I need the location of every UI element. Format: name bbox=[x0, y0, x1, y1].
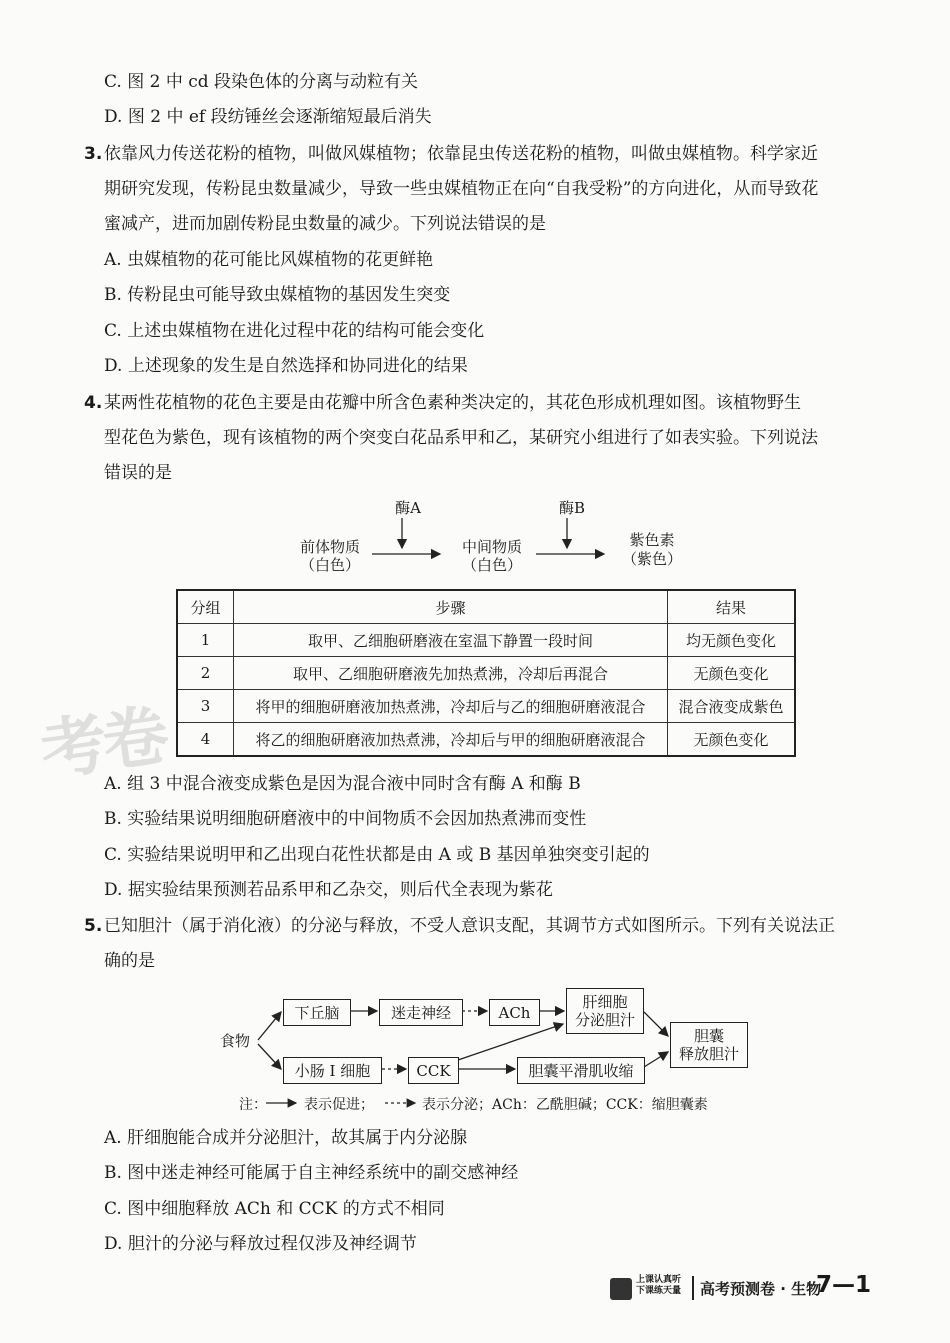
watermark: 考卷 bbox=[35, 695, 170, 791]
slogan-line-2: 下课练天量 bbox=[636, 1286, 682, 1296]
vagus-nerve-box bbox=[379, 999, 463, 1026]
intestine-cell-label: 小肠 I 细胞 bbox=[294, 1061, 371, 1080]
q4-stem-line-2: 型花色为紫色，现有该植物的两个突变白花品系甲和乙，某研究小组进行了如表实验。下列说法 bbox=[104, 428, 818, 448]
header-steps: 步骤 bbox=[234, 590, 668, 624]
q5-option-d: D. 胆汁的分泌与释放过程仅涉及神经调节 bbox=[104, 1234, 417, 1254]
arrow-cck-to-liver bbox=[458, 1024, 563, 1060]
legend-prefix: 注： bbox=[239, 1097, 267, 1113]
cell-group: 1 bbox=[177, 624, 234, 657]
q3-option-c: C. 上述虫媒植物在进化过程中花的结构可能会变化 bbox=[104, 321, 485, 341]
legend-secrete-text: 表示分泌；ACh：乙酰胆碱；CCK：缩胆囊素 bbox=[422, 1097, 708, 1113]
slogan-line-1: 上课认真听 bbox=[636, 1275, 682, 1285]
intermediate-color: （白色） bbox=[461, 556, 522, 574]
cell-group: 2 bbox=[177, 657, 234, 690]
q4-option-c: C. 实验结果说明甲和乙出现白花性状都是由 A 或 B 基因单独突变引起的 bbox=[104, 845, 650, 865]
footer bbox=[610, 1270, 872, 1310]
intermediate-name: 中间物质 bbox=[461, 538, 522, 556]
cck-box bbox=[408, 1057, 459, 1084]
cell-group: 4 bbox=[177, 723, 234, 757]
footer-title: 高考预测卷 · 生物 bbox=[700, 1280, 822, 1298]
q3-option-a: A. 虫媒植物的花可能比风媒植物的花更鲜艳 bbox=[104, 250, 434, 270]
food-label: 食物 bbox=[220, 1032, 251, 1050]
arrow-smooth-muscle-to-gallbladder bbox=[644, 1052, 668, 1067]
q3-option-d: D. 上述现象的发生是自然选择和协同进化的结果 bbox=[104, 356, 468, 376]
q4-option-b: B. 实验结果说明细胞研磨液中的中间物质不会因加热煮沸而变性 bbox=[104, 809, 587, 829]
cell-step: 取甲、乙细胞研磨液先加热煮沸，冷却后再混合 bbox=[234, 657, 668, 690]
legend-promote-text: 表示促进； bbox=[304, 1097, 374, 1113]
purple-pigment-name: 紫色素 bbox=[629, 531, 675, 549]
arrow-liver-to-gallbladder bbox=[644, 1012, 668, 1036]
q4-number: 4. bbox=[84, 393, 103, 413]
publisher-logo-icon bbox=[610, 1278, 632, 1300]
smooth-muscle-box bbox=[517, 1057, 645, 1084]
arrow-food-to-hypothalamus bbox=[258, 1012, 281, 1040]
cell-group: 3 bbox=[177, 690, 234, 723]
q5-option-c: C. 图中细胞释放 ACh 和 CCK 的方式不相同 bbox=[104, 1199, 445, 1219]
q5-number: 5. bbox=[84, 916, 103, 936]
q3-option-b: B. 传粉昆虫可能导致虫媒植物的基因发生突变 bbox=[104, 285, 451, 305]
cell-result: 无颜色变化 bbox=[668, 723, 796, 757]
ach-box bbox=[489, 999, 540, 1026]
q5-stem-line-2: 确的是 bbox=[104, 951, 155, 971]
gallbladder-box bbox=[670, 1022, 748, 1068]
intestine-cell-box bbox=[283, 1057, 382, 1084]
hypothalamus-box bbox=[283, 999, 351, 1026]
ach-label: ACh bbox=[498, 1003, 531, 1022]
gallbladder-release-label: 释放胆汁 bbox=[678, 1045, 739, 1063]
enzyme-b-label: 酶B bbox=[558, 499, 586, 517]
q4-option-d: D. 据实验结果预测若品系甲和乙杂交，则后代全表现为紫花 bbox=[104, 880, 553, 900]
q5-stem-line-1: 已知胆汁（属于消化液）的分泌与释放，不受人意识支配，其调节方式如图所示。下列有关说法正 bbox=[104, 916, 835, 936]
purple-pigment-color: （紫色） bbox=[621, 550, 682, 568]
q2-option-d: D. 图 2 中 ef 段纺锤丝会逐渐缩短最后消失 bbox=[104, 107, 432, 127]
q3-number: 3. bbox=[84, 144, 103, 164]
precursor-name: 前体物质 bbox=[299, 538, 360, 556]
q4-stem-line-1: 某两性花植物的花色主要是由花瓣中所含色素种类决定的，其花色形成机理如图。该植物野生 bbox=[104, 393, 801, 413]
hypothalamus-label: 下丘脑 bbox=[294, 1003, 340, 1022]
header-group: 分组 bbox=[177, 590, 234, 624]
q4-option-a: A. 组 3 中混合液变成紫色是因为混合液中同时含有酶 A 和酶 B bbox=[104, 774, 581, 794]
liver-secretion-label: 分泌胆汁 bbox=[574, 1011, 635, 1029]
footer-divider bbox=[692, 1276, 694, 1300]
cell-result: 混合液变成紫色 bbox=[668, 690, 796, 723]
q4-stem-line-3: 错误的是 bbox=[104, 463, 172, 483]
cck-label: CCK bbox=[416, 1061, 451, 1080]
precursor-color: （白色） bbox=[299, 556, 360, 574]
q3-stem-line-2: 期研究发现，传粉昆虫数量减少，导致一些虫媒植物正在向“自我受粉”的方向进化，从而导致花 bbox=[104, 179, 819, 199]
gallbladder-label: 胆囊 bbox=[693, 1027, 724, 1045]
arrow-food-to-intestine bbox=[258, 1044, 281, 1069]
liver-cell-box bbox=[566, 988, 644, 1034]
enzyme-a-label: 酶A bbox=[395, 499, 421, 517]
q5-option-b: B. 图中迷走神经可能属于自主神经系统中的副交感神经 bbox=[104, 1163, 519, 1183]
cell-result: 无颜色变化 bbox=[668, 657, 796, 690]
vagus-nerve-label: 迷走神经 bbox=[390, 1003, 451, 1022]
cell-step: 将乙的细胞研磨液加热煮沸，冷却后与甲的细胞研磨液混合 bbox=[234, 723, 668, 757]
cell-result: 均无颜色变化 bbox=[668, 624, 796, 657]
page-number: 7—1 bbox=[816, 1272, 872, 1298]
q5-option-a: A. 肝细胞能合成并分泌胆汁，故其属于内分泌腺 bbox=[104, 1128, 468, 1148]
smooth-muscle-label: 胆囊平滑肌收缩 bbox=[528, 1061, 634, 1080]
q2-option-c: C. 图 2 中 cd 段染色体的分离与动粒有关 bbox=[104, 72, 419, 92]
slogan bbox=[636, 1275, 681, 1297]
cell-step: 将甲的细胞研磨液加热煮沸，冷却后与乙的细胞研磨液混合 bbox=[234, 690, 668, 723]
q3-stem-line-3: 蜜减产，进而加剧传粉昆虫数量的减少。下列说法错误的是 bbox=[104, 214, 546, 234]
liver-cell-label: 肝细胞 bbox=[582, 993, 628, 1011]
header-result: 结果 bbox=[668, 590, 796, 624]
q3-stem-line-1: 依靠风力传送花粉的植物，叫做风媒植物；依靠昆虫传送花粉的植物，叫做虫媒植物。科学家近 bbox=[104, 144, 818, 164]
cell-step: 取甲、乙细胞研磨液在室温下静置一段时间 bbox=[234, 624, 668, 657]
